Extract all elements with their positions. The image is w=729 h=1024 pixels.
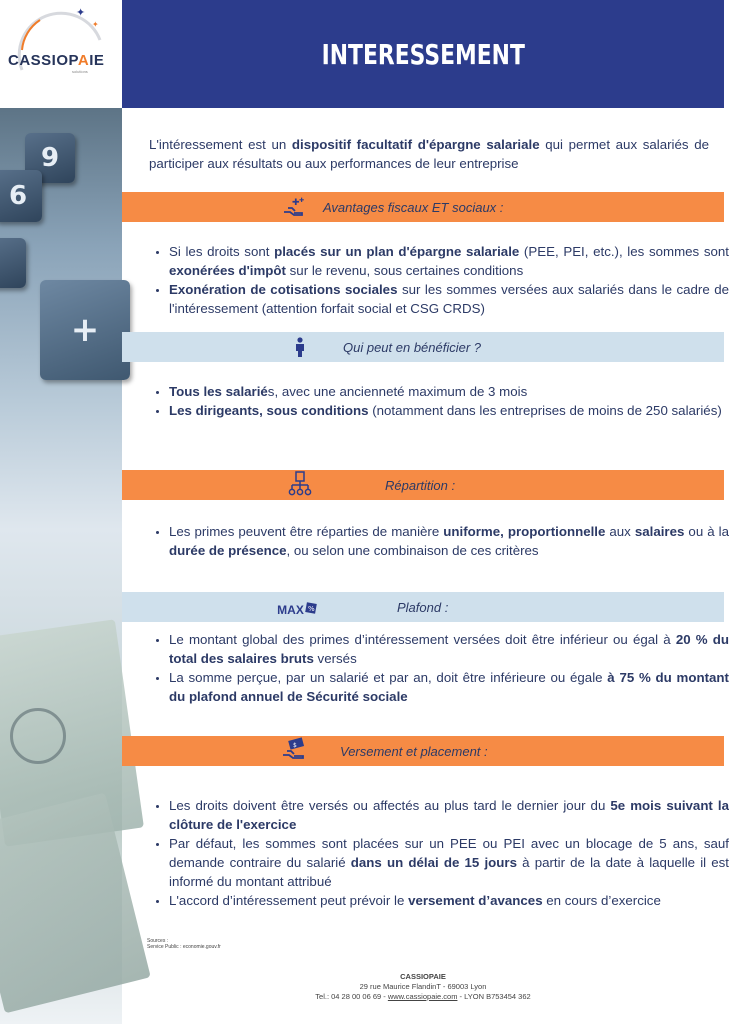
- intro-paragraph: L'intéressement est un dispositif facultatif d'épargne salariale qui permet aux salariés de participer aux résultats ou aux performances de leur entreprise: [149, 137, 709, 171]
- money-hand-icon: [280, 738, 308, 762]
- svg-text:✦: ✦: [76, 6, 86, 19]
- list-item: • Les primes peuvent être réparties de manière uniforme, proportionnelle aux salaires ou à la durée de présence, ou selon une combinaison de ces critères: [169, 522, 729, 560]
- calculator-key-9: 9: [25, 133, 75, 183]
- section-header-beneficiaires: [122, 332, 724, 362]
- list-item: • Les droits doivent être versés ou affectés au plus tard le dernier jour du 5e mois suivant la clôture de l'exercice: [169, 796, 729, 834]
- calculator-key: [0, 238, 26, 288]
- list-item: • La somme perçue, par un salarié et par an, doit être inférieure ou égale à 75 % du montant du plafond annuel de Sécurité sociale: [169, 668, 729, 706]
- logo-text: CASSIOPAIE: [8, 52, 105, 69]
- logo-subtitle: solutions: [72, 69, 88, 74]
- section-header-versement: [122, 736, 724, 766]
- calculator-key-6: 6: [0, 170, 42, 222]
- footer-company: CASSIOPAIE: [400, 972, 446, 981]
- calculator-key-plus: +: [40, 280, 130, 380]
- section-title-avantages: Avantages fiscaux ET sociaux :: [323, 199, 504, 215]
- svg-text:$: $: [293, 742, 297, 749]
- section-title-plafond: Plafond :: [397, 599, 449, 615]
- svg-text:✚: ✚: [292, 198, 300, 208]
- distribution-icon: [286, 472, 314, 496]
- list-item: • Par défaut, les sommes sont placées sur un PEE ou PEI avec un blocage de 5 ans, sauf demande contraire du salarié dans un délai de 15 jours à partir de la date à laquelle il est informé du montant attribué: [169, 834, 729, 891]
- sources: [147, 938, 221, 950]
- svg-text:✚: ✚: [299, 197, 305, 204]
- sources-label: Sources :: [147, 938, 169, 944]
- list-item: • Tous les salariés, avec une ancienneté maximum de 3 mois: [169, 382, 729, 401]
- list-item: • Le montant global des primes d’intéressement versées doit être inférieur ou égal à 20 % du total des salaires bruts versés: [169, 630, 729, 668]
- banknote-seal: [10, 708, 66, 764]
- section-title-repartition: Répartition :: [385, 477, 456, 493]
- list-plafond: [149, 630, 729, 706]
- svg-text:✦: ✦: [92, 20, 99, 29]
- page-header: [122, 0, 724, 108]
- footer-contact: Tel.: 04 28 00 06 69 - www.cassiopaie.com - LYON B753454 362: [315, 992, 531, 1001]
- section-header-repartition: [122, 470, 724, 500]
- left-photo-strip: [0, 0, 122, 1024]
- footer-address: 29 rue Maurice FlandinT - 69003 Lyon: [359, 982, 487, 991]
- logo: [0, 0, 122, 108]
- footer-website-link[interactable]: www.cassiopaie.com: [387, 992, 458, 1001]
- calculator-money-photo: [0, 108, 122, 1024]
- section-title-versement: Versement et placement :: [340, 743, 488, 759]
- page-title: INTERESSEMENT: [321, 37, 525, 71]
- hand-sparkle-icon: [280, 195, 308, 219]
- section-header-avantages: [122, 192, 724, 222]
- section-header-plafond: [122, 592, 724, 622]
- svg-text:%: %: [307, 605, 315, 613]
- max-icon: MAX %: [272, 598, 322, 622]
- list-item: • Les dirigeants, sous conditions (notamment dans les entreprises de moins de 250 salariés): [169, 401, 729, 420]
- list-versement: [149, 796, 729, 910]
- sources-line: Service Public : economie.gouv.fr: [147, 944, 221, 950]
- section-title-beneficiaires: Qui peut en bénéficier ?: [343, 339, 482, 355]
- list-item: • Si les droits sont placés sur un plan d'épargne salariale (PEE, PEI, etc.), les sommes sont exonérées d'impôt sur le revenu, sous certaines conditions: [169, 242, 729, 280]
- list-repartition: [149, 522, 729, 560]
- list-beneficiaires: [149, 382, 729, 420]
- list-avantages: [149, 242, 729, 318]
- footer: [122, 972, 724, 1002]
- list-item: • Exonération de cotisations sociales sur les sommes versées aux salariés dans le cadre de l'intéressement (attention forfait social et CSG CRDS): [169, 280, 729, 318]
- list-item: • L'accord d’intéressement peut prévoir le versement d’avances en cours d’exercice: [169, 891, 729, 910]
- person-icon: [286, 335, 314, 359]
